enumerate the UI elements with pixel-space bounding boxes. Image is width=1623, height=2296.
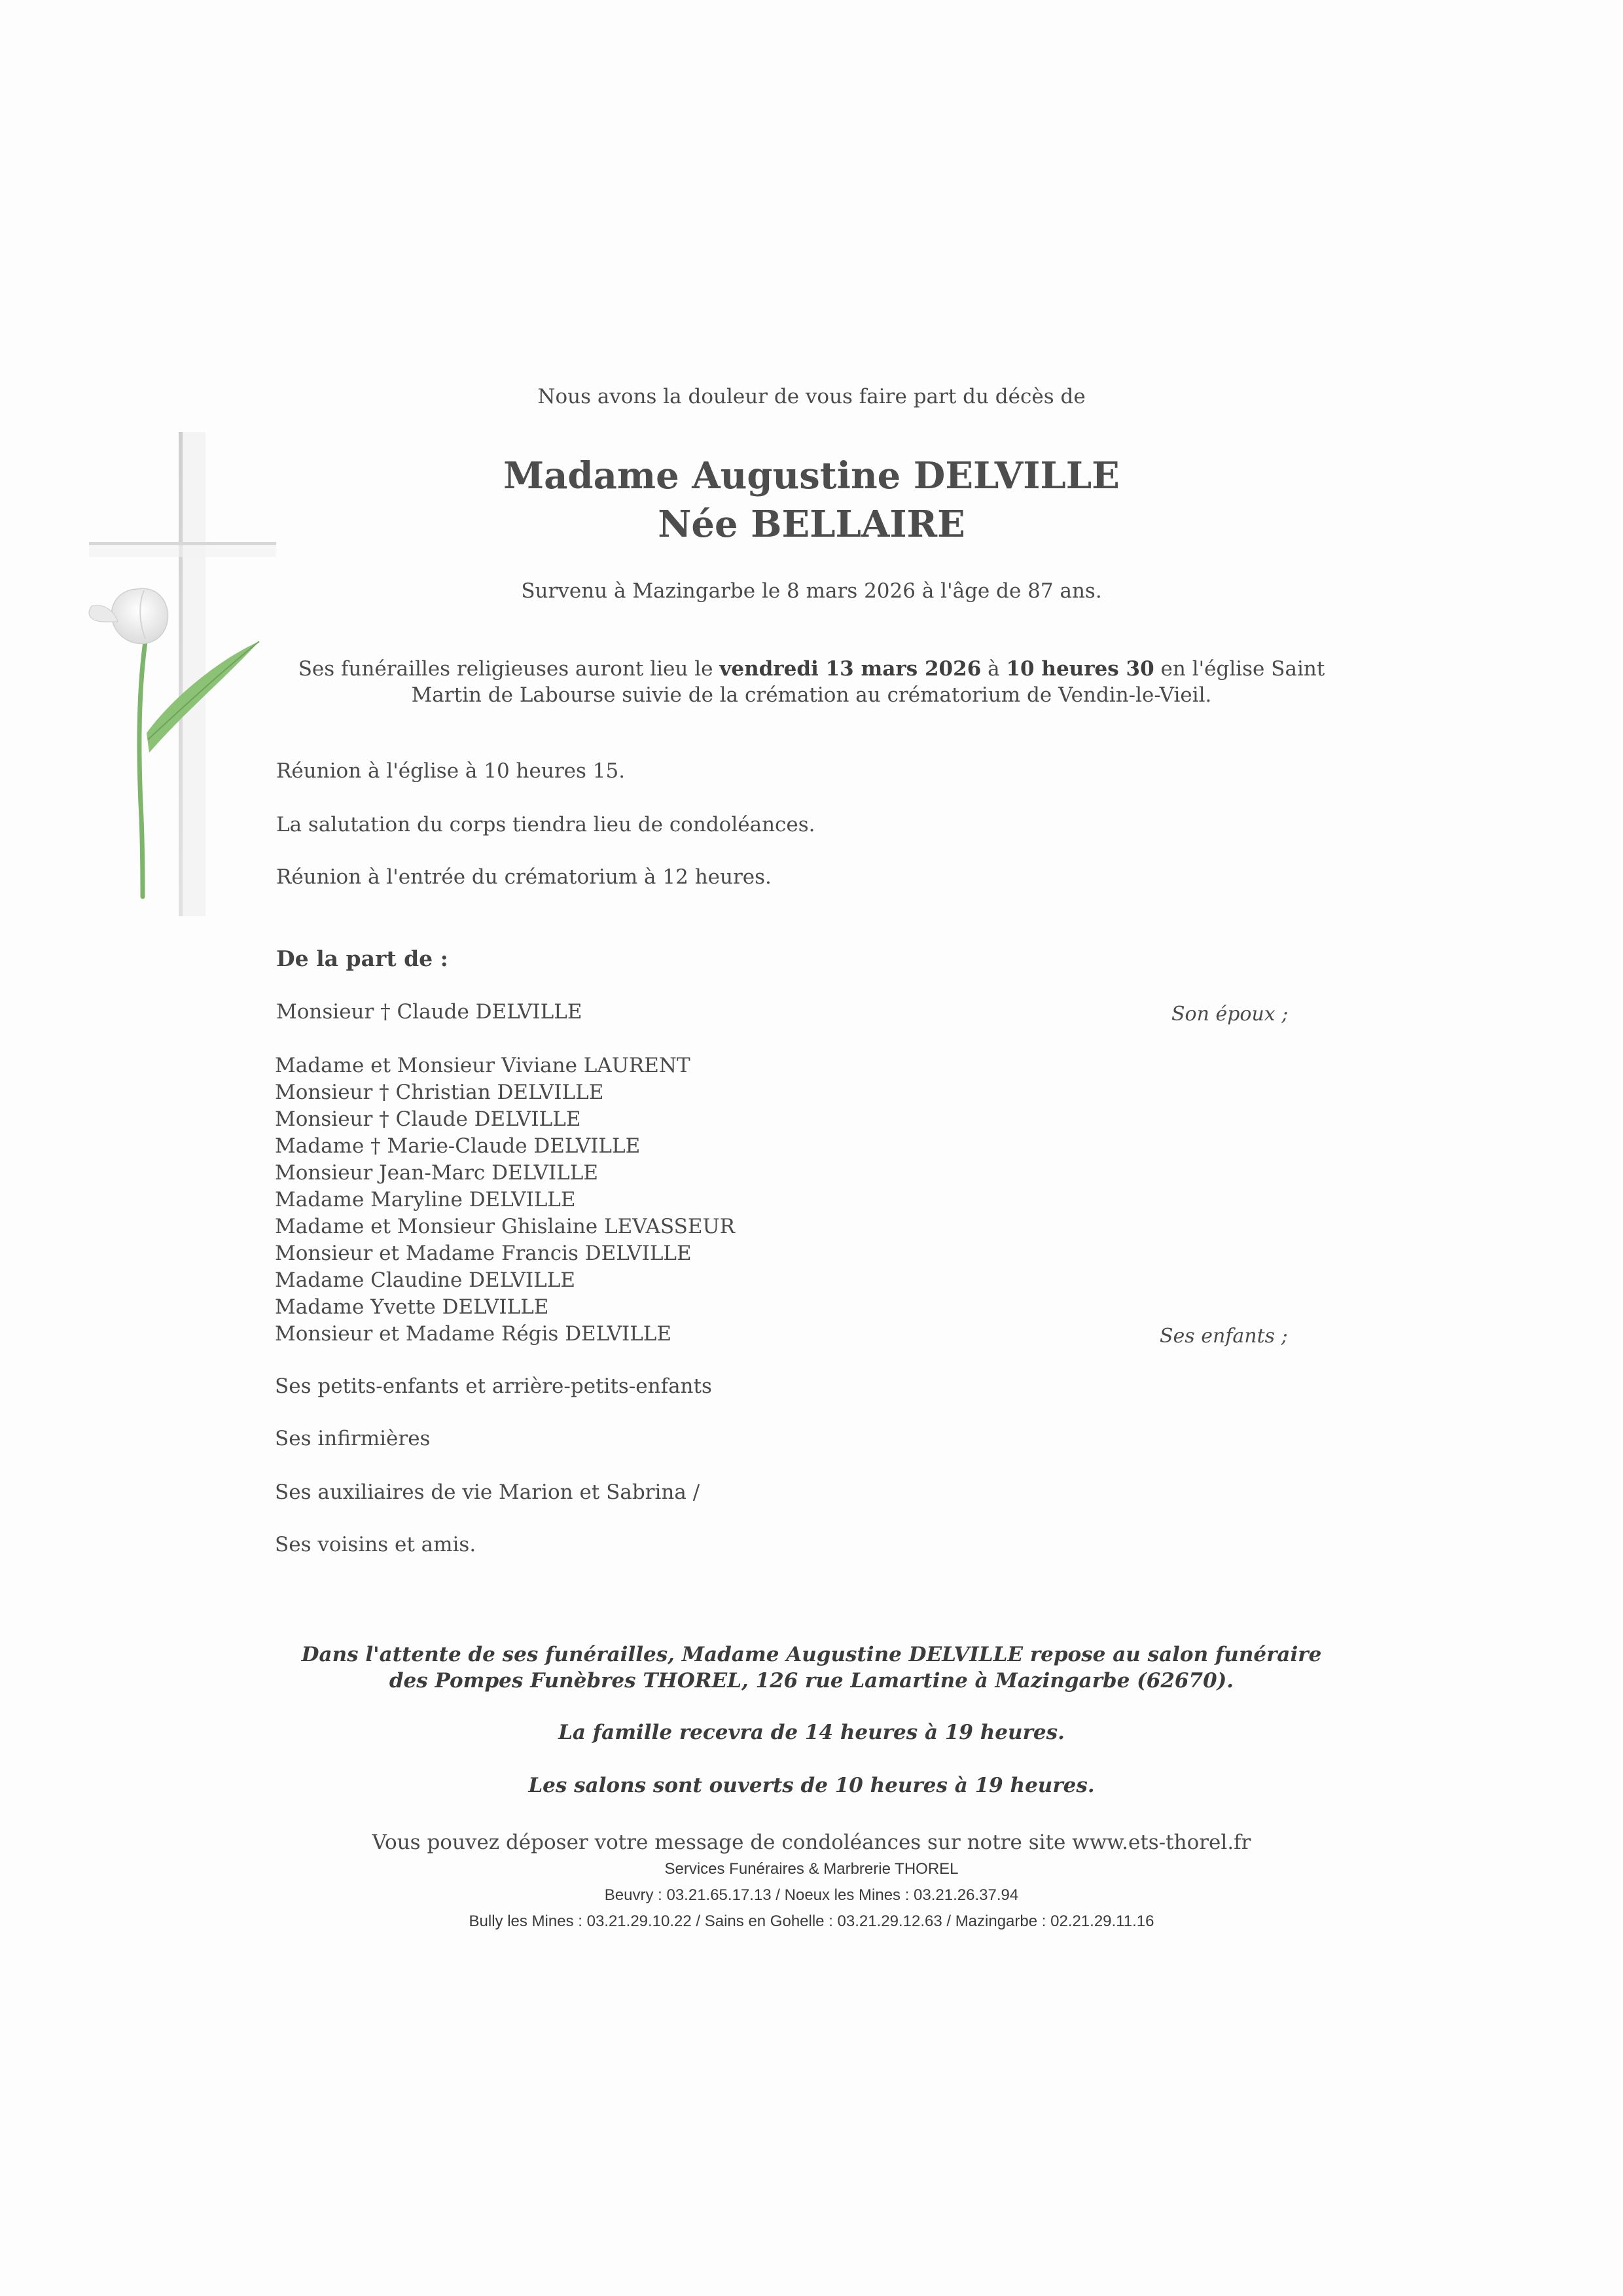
death-notice: Survenu à Mazingarbe le 8 mars 2026 à l'âge de 87 ans. — [521, 579, 1102, 603]
family-hours: La famille recevra de 14 heures à 19 heures. — [558, 1721, 1065, 1744]
funeral-time: 10 heures 30 — [1006, 657, 1154, 681]
funeral-text-3: en l'église Saint — [1154, 657, 1325, 681]
intro-text: Nous avons la douleur de vous faire part du décès de — [537, 385, 1086, 408]
list-item: Monsieur Jean-Marc DELVILLE — [275, 1161, 598, 1185]
grandchildren: Ses petits-enfants et arrière-petits-enfants — [275, 1374, 712, 1398]
children-list — [275, 1052, 735, 1348]
funeral-line-2: Martin de Labourse suivie de la crémation au crématorium de Vendin-le-Vieil. — [411, 683, 1212, 707]
funeral-text-2: à — [981, 657, 1007, 681]
footer-company: Services Funéraires & Marbrerie THOREL — [664, 1860, 959, 1878]
deceased-name: Madame Augustine DELVILLE — [503, 454, 1120, 497]
funeral-paragraph — [0, 656, 1623, 708]
deceased-name-block — [0, 452, 1623, 548]
resting-line-2: des Pompes Funèbres THOREL, 126 rue Lamartine à Mazingarbe (62670). — [389, 1669, 1234, 1693]
resting-line-1: Dans l'attente de ses funérailles, Madame Augustine DELVILLE repose au salon funéraire — [301, 1643, 1322, 1666]
list-item: Monsieur et Madame Régis DELVILLE — [275, 1322, 672, 1346]
list-item: Madame et Monsieur Ghislaine LEVASSEUR — [275, 1215, 735, 1238]
neighbours-friends: Ses voisins et amis. — [275, 1533, 476, 1556]
detail-salutation: La salutation du corps tiendra lieu de condoléances. — [276, 813, 815, 836]
footer-phones-1: Beuvry : 03.21.65.17.13 / Noeux les Mines : 03.21.26.37.94 — [604, 1886, 1019, 1904]
funeral-line-1 — [0, 656, 1623, 682]
from-heading: De la part de : — [276, 946, 448, 971]
funeral-text-1: Ses funérailles religieuses auront lieu le — [298, 657, 720, 681]
spouse-relation: Son époux ; — [1171, 1003, 1289, 1026]
spouse-name: Monsieur † Claude DELVILLE — [276, 1000, 582, 1024]
detail-crematorium-meeting: Réunion à l'entrée du crématorium à 12 heures. — [276, 865, 772, 889]
children-relation: Ses enfants ; — [1160, 1325, 1288, 1348]
maiden-name: Née BELLAIRE — [658, 503, 965, 546]
footer-phones-2: Bully les Mines : 03.21.29.10.22 / Sains en Gohelle : 03.21.29.12.63 / Mazingarbe : 02.21.29.11.16 — [469, 1912, 1154, 1930]
list-item: Madame Maryline DELVILLE — [275, 1188, 576, 1211]
list-item: Monsieur et Madame Francis DELVILLE — [275, 1242, 692, 1265]
care-assistants: Ses auxiliaires de vie Marion et Sabrina / — [275, 1480, 700, 1504]
list-item: Madame † Marie-Claude DELVILLE — [275, 1134, 641, 1158]
list-item: Monsieur † Claude DELVILLE — [275, 1107, 581, 1131]
list-item: Monsieur † Christian DELVILLE — [275, 1081, 604, 1104]
detail-church-meeting: Réunion à l'église à 10 heures 15. — [276, 759, 626, 783]
list-item: Madame Yvette DELVILLE — [275, 1295, 549, 1319]
condolences-website: Vous pouvez déposer votre message de condoléances sur notre site www.ets-thorel.fr — [372, 1831, 1251, 1854]
resting-info — [0, 1641, 1623, 1694]
funeral-date: vendredi 13 mars 2026 — [719, 657, 982, 681]
list-item: Madame et Monsieur Viviane LAURENT — [275, 1054, 690, 1077]
nurses: Ses infirmières — [275, 1427, 431, 1450]
salon-hours: Les salons sont ouverts de 10 heures à 19 heures. — [528, 1774, 1095, 1797]
list-item: Madame Claudine DELVILLE — [275, 1268, 575, 1292]
